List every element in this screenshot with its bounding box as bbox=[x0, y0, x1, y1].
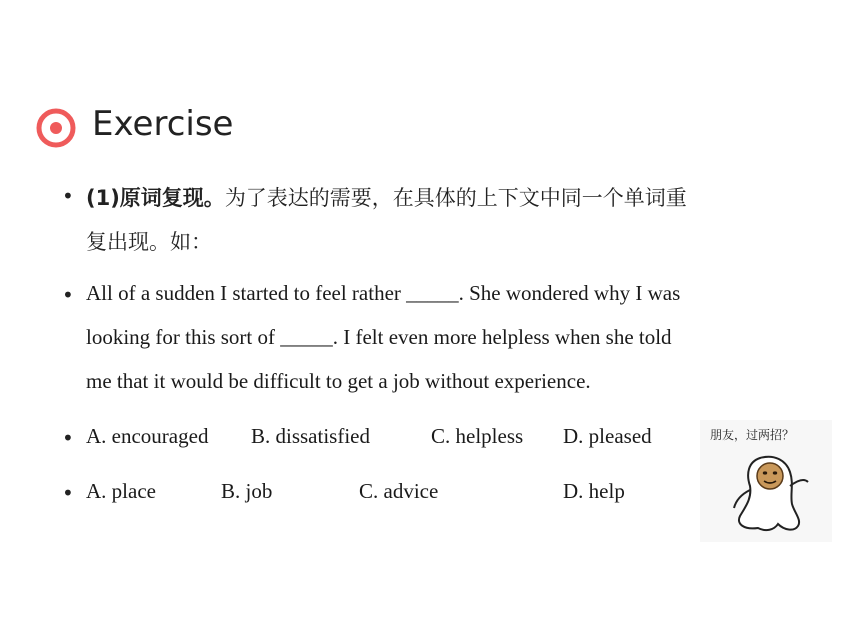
option-q1-a: A. encouraged bbox=[86, 424, 209, 448]
passage-line-1: All of a sudden I started to feel rather _____. She wondered why I was bbox=[86, 281, 681, 305]
option-q1-d: D. pleased bbox=[563, 424, 652, 448]
bullet: • bbox=[62, 283, 74, 307]
passage-line-2: looking for this sort of _____. I felt even more helpless when she told bbox=[86, 325, 672, 349]
chinese-point-line-1 bbox=[86, 182, 687, 212]
chinese-point-line-2: 复出现。如： bbox=[86, 230, 212, 254]
sticker-caption: 朋友，过两招？ bbox=[710, 428, 795, 442]
bullet: • bbox=[62, 426, 74, 450]
bullet: • bbox=[62, 481, 74, 505]
target-circle-icon bbox=[36, 108, 76, 148]
page-title: Exercise bbox=[92, 104, 234, 144]
option-q2-a: A. place bbox=[86, 479, 156, 503]
option-q1-c: C. helpless bbox=[431, 424, 524, 448]
passage-line-3: me that it would be difficult to get a job without experience. bbox=[86, 369, 591, 393]
option-q2-b: B. job bbox=[221, 479, 273, 503]
chinese-point-text: 为了表达的需要，在具体的上下文中同一个单词重 bbox=[224, 186, 687, 210]
bullet: • bbox=[62, 184, 74, 208]
cartoon-character-icon bbox=[700, 420, 832, 542]
option-q1-b: B. dissatisfied bbox=[251, 424, 370, 448]
option-q2-c: C. advice bbox=[359, 479, 439, 503]
meme-sticker-image bbox=[700, 420, 832, 542]
chinese-point-heading: (1)原词复现。 bbox=[86, 186, 225, 210]
option-q2-d: D. help bbox=[563, 479, 625, 503]
